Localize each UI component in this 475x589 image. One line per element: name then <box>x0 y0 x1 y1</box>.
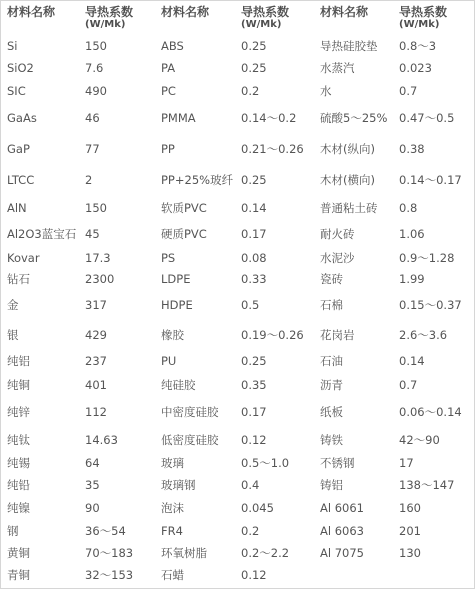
table-row <box>1 196 474 220</box>
table-row <box>1 35 474 57</box>
column-header-conductivity-title: 导热系数 <box>85 5 134 19</box>
conductivity-value-cell: 150 <box>85 201 107 215</box>
conductivity-value-cell: 0.2～2.2 <box>241 546 290 560</box>
material-name-cell: 纯锌 <box>7 405 30 419</box>
table-body <box>1 35 474 586</box>
material-name-cell: 纯锡 <box>7 456 30 470</box>
conductivity-value-cell: 0.14 <box>399 353 425 368</box>
conductivity-value-cell: 7.6 <box>85 61 104 75</box>
conductivity-value-cell: 17 <box>399 456 414 470</box>
material-name-cell: PA <box>161 61 176 75</box>
material-name-cell: 金 <box>7 298 19 312</box>
conductivity-value-cell: 112 <box>85 405 107 419</box>
table-row <box>1 564 474 586</box>
conductivity-value-cell: 317 <box>85 298 107 312</box>
conductivity-value-cell: 35 <box>85 478 100 492</box>
material-name-cell: 硬质PVC <box>161 227 207 241</box>
table-row <box>1 79 474 102</box>
conductivity-value-cell: 0.47～0.5 <box>399 111 455 125</box>
material-name-cell: PS <box>161 251 176 265</box>
conductivity-value-cell: 70～183 <box>85 546 134 560</box>
material-name-cell: 铸铁 <box>320 432 343 447</box>
table-row <box>1 57 474 79</box>
conductivity-value-cell: 2.6～3.6 <box>399 328 448 342</box>
table-row <box>1 371 474 398</box>
conductivity-value-cell: 0.7 <box>399 83 418 98</box>
conductivity-value-cell: 36～54 <box>85 523 126 538</box>
column-header-conductivity-unit: (W/Mk) <box>399 19 440 30</box>
material-name-cell: 水 <box>320 83 332 98</box>
column-header-conductivity-title: 导热系数 <box>399 5 448 19</box>
material-name-cell: 钢 <box>7 523 19 538</box>
material-name-cell: 环氧树脂 <box>161 546 207 560</box>
conductivity-value-cell: 0.15～0.37 <box>399 298 462 312</box>
material-name-cell: 纯铝 <box>7 353 30 368</box>
conductivity-value-cell: 0.17 <box>241 227 267 241</box>
conductivity-value-cell: 130 <box>399 546 421 560</box>
material-name-cell: 纯铜 <box>7 377 30 392</box>
conductivity-value-cell: 0.19～0.26 <box>241 328 304 342</box>
material-name-cell: 硫酸5～25% <box>320 111 388 125</box>
material-name-cell: 青铜 <box>7 568 30 582</box>
material-name-cell: 纯钛 <box>7 432 30 447</box>
conductivity-value-cell: 42～90 <box>399 432 440 447</box>
conductivity-value-cell: 14.63 <box>85 432 118 447</box>
conductivity-value-cell: 401 <box>85 377 107 392</box>
column-header-material-name-3: 材料名称 <box>320 5 369 19</box>
material-name-cell: 不锈钢 <box>320 456 355 470</box>
conductivity-value-cell: 138～147 <box>399 478 455 492</box>
conductivity-value-cell: 0.5 <box>241 298 260 312</box>
conductivity-value-cell: 46 <box>85 111 100 125</box>
conductivity-value-cell: 0.38 <box>399 142 425 156</box>
conductivity-value-cell: 0.12 <box>241 568 267 582</box>
conductivity-value-cell: 0.33 <box>241 272 267 286</box>
column-header-conductivity-3 <box>393 1 474 35</box>
conductivity-value-cell: 0.06～0.14 <box>399 405 462 419</box>
conductivity-value-cell: 0.023 <box>399 61 432 75</box>
table-row <box>1 350 474 371</box>
conductivity-value-cell: 429 <box>85 328 107 342</box>
material-name-cell: 纯铅 <box>7 478 30 492</box>
conductivity-value-cell: 1.99 <box>399 272 425 286</box>
conductivity-value-cell: 2300 <box>85 272 115 286</box>
material-name-cell: 橡胶 <box>161 328 184 342</box>
conductivity-value-cell: 0.14～0.2 <box>241 111 297 125</box>
conductivity-value-cell: 0.12 <box>241 432 267 447</box>
material-name-cell: PC <box>161 83 176 98</box>
column-header-conductivity-title: 导热系数 <box>241 5 290 19</box>
conductivity-value-cell: 490 <box>85 83 107 98</box>
conductivity-value-cell: 0.25 <box>241 39 267 53</box>
material-name-cell: FR4 <box>161 523 183 538</box>
material-name-cell: 水泥沙 <box>320 251 355 265</box>
material-name-cell: 瓷砖 <box>320 272 343 286</box>
conductivity-value-cell: 0.2 <box>241 83 260 98</box>
material-name-cell: 钻石 <box>7 272 30 286</box>
material-name-cell: 软质PVC <box>161 201 207 215</box>
conductivity-value-cell: 0.08 <box>241 251 267 265</box>
conductivity-value-cell: 0.25 <box>241 173 267 187</box>
material-name-cell: Al 6063 <box>320 523 364 538</box>
conductivity-value-cell: 0.8 <box>399 201 418 215</box>
table-row <box>1 320 474 350</box>
conductivity-value-cell: 237 <box>85 353 107 368</box>
column-header-conductivity-unit: (W/Mk) <box>85 19 126 30</box>
material-name-cell: 石蜡 <box>161 568 184 582</box>
conductivity-value-cell: 0.17 <box>241 405 267 419</box>
conductivity-value-cell <box>393 564 474 586</box>
conductivity-value-cell: 90 <box>85 501 100 515</box>
conductivity-value-cell: 0.21～0.26 <box>241 142 304 156</box>
table-row <box>1 290 474 320</box>
material-name-cell: 花岗岩 <box>320 328 355 342</box>
column-header-conductivity-unit: (W/Mk) <box>241 19 282 30</box>
table-row <box>1 134 474 164</box>
conductivity-value-cell: 0.25 <box>241 353 267 368</box>
conductivity-value-cell: 64 <box>85 456 100 470</box>
table-row <box>1 220 474 248</box>
material-name-cell: Si <box>7 39 18 53</box>
material-name-cell: AlN <box>7 201 27 215</box>
material-name-cell: Kovar <box>7 251 40 265</box>
material-name-cell: Al 6061 <box>320 501 364 515</box>
material-name-cell: HDPE <box>161 298 193 312</box>
conductivity-value-cell: 32～153 <box>85 568 134 582</box>
material-name-cell: 玻璃钢 <box>161 478 196 492</box>
conductivity-value-cell: 77 <box>85 142 100 156</box>
table-row <box>1 473 474 497</box>
column-header-material-name-2: 材料名称 <box>161 5 210 19</box>
material-name-cell <box>314 564 393 586</box>
material-name-cell: PMMA <box>161 111 196 125</box>
material-name-cell: 中密度硅胶 <box>161 405 219 419</box>
material-name-cell: 银 <box>7 328 19 342</box>
conductivity-value-cell: 160 <box>399 501 421 515</box>
conductivity-value-cell: 17.3 <box>85 251 111 265</box>
material-name-cell: 泡沫 <box>161 501 184 515</box>
material-name-cell: ABS <box>161 39 184 53</box>
material-name-cell: 石棉 <box>320 298 343 312</box>
table-row <box>1 248 474 268</box>
material-name-cell: 低密度硅胶 <box>161 432 219 447</box>
material-name-cell: PU <box>161 353 177 368</box>
table-row <box>1 426 474 453</box>
material-name-cell: 黄铜 <box>7 546 30 560</box>
conductivity-value-cell: 0.5～1.0 <box>241 456 290 470</box>
material-name-cell: SIC <box>7 83 26 98</box>
material-name-cell: GaAs <box>7 111 37 125</box>
table-row <box>1 497 474 519</box>
table-row <box>1 453 474 473</box>
column-header-material-name-1: 材料名称 <box>7 5 56 19</box>
table-row <box>1 398 474 426</box>
material-name-cell: LDPE <box>161 272 191 286</box>
column-header-conductivity-2 <box>235 1 314 35</box>
material-name-cell: GaP <box>7 142 30 156</box>
conductivity-value-cell: 1.06 <box>399 227 425 241</box>
table-row <box>1 519 474 542</box>
material-name-cell: Al 7075 <box>320 546 364 560</box>
conductivity-value-cell: 150 <box>85 39 107 53</box>
conductivity-value-cell: 0.045 <box>241 501 274 515</box>
material-name-cell: 玻璃 <box>161 456 184 470</box>
conductivity-value-cell: 0.35 <box>241 377 267 392</box>
material-name-cell: PP <box>161 142 175 156</box>
material-name-cell: 导热硅胶垫 <box>320 39 378 53</box>
conductivity-value-cell: 0.9～1.28 <box>399 251 455 265</box>
table-row <box>1 102 474 134</box>
material-name-cell: 纸板 <box>320 405 343 419</box>
material-name-cell: 石油 <box>320 353 343 368</box>
conductivity-value-cell: 201 <box>399 523 421 538</box>
material-name-cell: 水蒸汽 <box>320 61 355 75</box>
material-name-cell: 普通粘土砖 <box>320 201 378 215</box>
conductivity-value-cell: 45 <box>85 227 100 241</box>
conductivity-value-cell: 0.25 <box>241 61 267 75</box>
material-name-cell: 木材(横向) <box>320 173 375 187</box>
conductivity-value-cell: 2 <box>85 173 93 187</box>
material-name-cell: 铸铝 <box>320 478 343 492</box>
material-name-cell: SiO2 <box>7 61 34 75</box>
material-name-cell: 木材(纵向) <box>320 142 375 156</box>
material-name-cell: 纯镍 <box>7 501 30 515</box>
conductivity-value-cell: 0.14 <box>241 201 267 215</box>
table-row <box>1 164 474 196</box>
table-row <box>1 268 474 290</box>
material-name-cell: 耐火砖 <box>320 227 355 241</box>
material-name-cell: Al2O3蓝宝石 <box>7 227 77 241</box>
table-header-row <box>1 1 474 35</box>
material-name-cell: 沥青 <box>320 377 343 392</box>
conductivity-value-cell: 0.2 <box>241 523 260 538</box>
conductivity-value-cell: 0.7 <box>399 377 418 392</box>
conductivity-value-cell: 0.14～0.17 <box>399 173 462 187</box>
thermal-conductivity-table <box>1 1 474 586</box>
material-name-cell: PP+25%玻纤 <box>161 173 234 187</box>
table-row <box>1 542 474 564</box>
conductivity-value-cell: 0.4 <box>241 478 260 492</box>
material-name-cell: LTCC <box>7 173 35 187</box>
column-header-conductivity-1 <box>79 1 155 35</box>
material-name-cell: 纯硅胶 <box>161 377 196 392</box>
conductivity-value-cell: 0.8～3 <box>399 39 437 53</box>
